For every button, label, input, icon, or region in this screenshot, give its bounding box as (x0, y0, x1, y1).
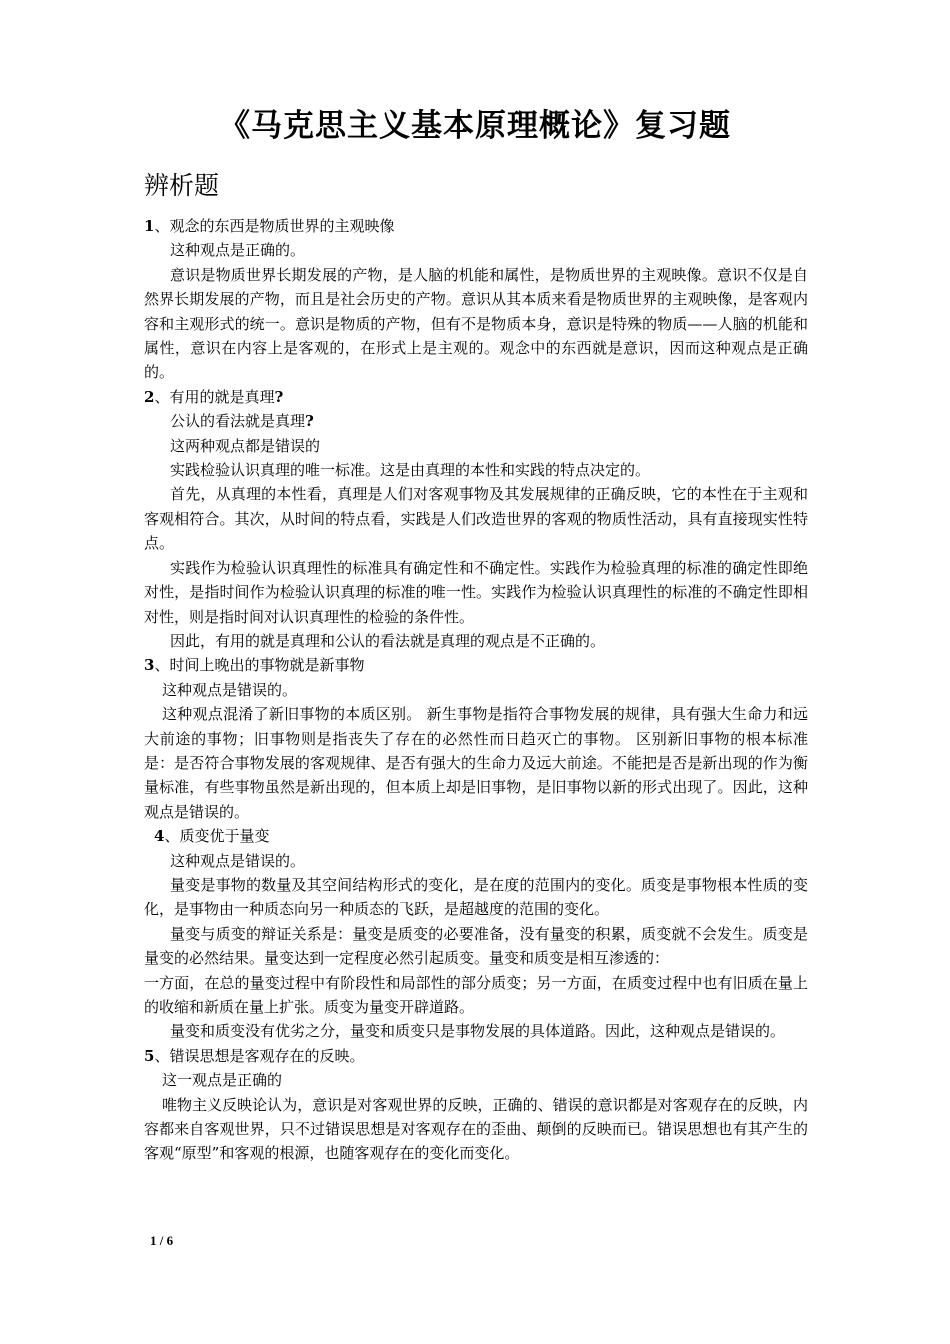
question-2-paragraph: 实践作为检验认识真理性的标准具有确定性和不确定性。实践作为检验真理的标准的确定性即绝对性，是指时间作为检验认识真理的标准的唯一性。实践作为检验认识真理性的标准的不确定性即相对性，则是指时间对认识真理性的检验的条件性。 (144, 558, 808, 626)
question-4-paragraph: 一方面，在总的量变过程中有阶段性和局部性的部分质变；另一方面，在质变过程中也有旧质在量上的收缩和新质在量上扩张。质变为量变开辟道路。 (144, 973, 808, 1016)
question-4-title: 4、质变优于量变 (154, 827, 270, 846)
question-3-title: 3、时间上晚出的事物就是新事物 (144, 656, 365, 675)
document-body (144, 214, 808, 1166)
question-2-subtitle: 公认的看法就是真理? (170, 412, 314, 431)
question-5-paragraph: 唯物主义反映论认为，意识是对客观世界的反映，正确的、错误的意识都是对客观存在的反映，内容都来自客观世界，只不过错误思想是对客观存在的歪曲、颠倒的反映而已。错误思想也有其产生的客观“原型”和客观的根源，也随客观存在的变化而变化。 (144, 1095, 808, 1163)
question-2-paragraph: 实践检验认识真理的唯一标准。这是由真理的本性和实践的特点决定的。 (170, 461, 651, 480)
question-1-verdict: 这种观点是正确的。 (170, 241, 306, 260)
page-number: 1 / 6 (150, 1233, 174, 1248)
question-5-title: 5、错误思想是客观存在的反映。 (144, 1046, 365, 1065)
section-heading: 辨析题 (144, 171, 220, 200)
question-1-title: 1、观念的东西是物质世界的主观映像 (144, 217, 395, 235)
question-2-paragraph: 首先，从真理的本性看，真理是人们对客观事物及其发展规律的正确反映，它的本性在于主观和客观相符合。其次，从时间的特点看，实践是人们改造世界的客观的物质性活动，具有直接现实性特点。 (144, 485, 808, 553)
question-4-conclusion: 量变和质变没有优劣之分，量变和质变只是事物发展的具体道路。因此，这种观点是错误的。 (170, 1022, 786, 1041)
question-4-paragraph: 量变是事物的数量及其空间结构形式的变化，是在度的范围内的变化。质变是事物根本性质的变化，是事物由一种质态向另一种质态的飞跃，是超越度的范围的变化。 (144, 875, 808, 919)
question-5-verdict: 这一观点是正确的 (162, 1071, 283, 1090)
question-2-verdict: 这两种观点都是错误的 (170, 436, 321, 455)
question-4-paragraph: 量变与质变的辩证关系是：量变是质变的必要准备，没有量变的积累，质变就不会发生。质变是量变的必然结果。量变达到一定程度必然引起质变。量变和质变是相互渗透的： (144, 924, 808, 968)
question-3-paragraph: 这种观点混淆了新旧事物的本质区别。 新生事物是指符合事物发展的规律，具有强大生命力和远大前途的事物；旧事物则是指丧失了存在的必然性而日趋灭亡的事物。 区别新旧事物的根本标准是：是否符合事物发展的客观规律、是否有强大的生命力及远大前途。不能把是否是新出现的作为衡量标准，有些事物虽然是新出现的，但本质上却是旧事物，是旧事物以新的形式出现了。因此，这种观点是错误的。 (144, 705, 808, 821)
document-title: 《马克思主义基本原理概论》复习题 (219, 108, 731, 144)
question-2-conclusion: 因此，有用的就是真理和公认的看法就是真理的观点是不正确的。 (170, 631, 606, 650)
question-1-paragraph: 意识是物质世界长期发展的产物，是人脑的机能和属性，是物质世界的主观映像。意识不仅是自然界长期发展的产物，而且是社会历史的产物。意识从其本质来看是物质世界的主观映像，是客观内容和主观形式的统一。意识是物质的产物，但有不是物质本身，意识是特殊的物质——人脑的机能和属性，意识在内容上是客观的，在形式上是主观的。观念中的东西就是意识，因而这种观点是正确的。 (144, 265, 808, 382)
question-4-verdict: 这种观点是错误的。 (170, 851, 306, 870)
question-2-title: 2、有用的就是真理? (144, 387, 284, 406)
question-3-verdict: 这种观点是错误的。 (162, 680, 298, 699)
